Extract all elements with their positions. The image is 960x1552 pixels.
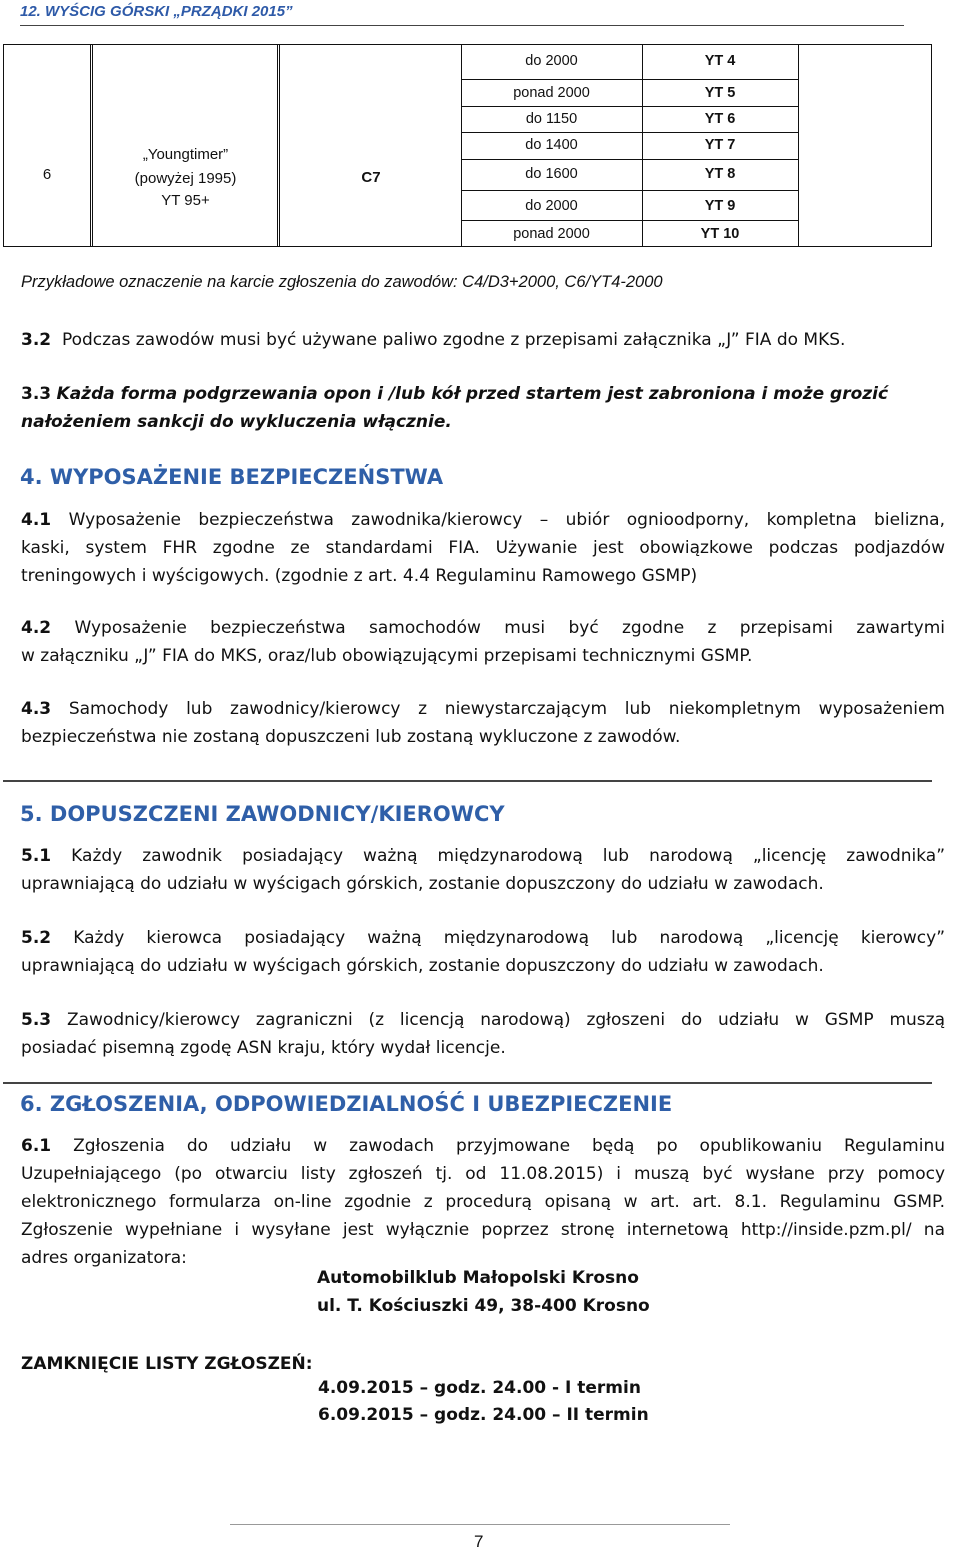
class-table xyxy=(3,44,932,247)
table-cell-group-period: (powyżej 1995) xyxy=(134,170,237,187)
paragraph-5-2 xyxy=(21,924,945,980)
table-divider xyxy=(277,45,280,246)
table-cell-group-name: „Youngtimer” xyxy=(142,146,229,163)
header-title: 12. WYŚCIG GÓRSKI „PRZĄDKI 2015” xyxy=(20,3,293,20)
paragraph-text: Uzupełniającego (po otwarciu listy zgłoszeń tj. od 11.08.2015) i muszą być wysłane przy pomocy xyxy=(21,1164,945,1184)
row-divider xyxy=(461,132,798,133)
paragraph-3-3 xyxy=(21,380,945,436)
paragraph-text: posiadać pisemną zgodę ASN kraju, który wydał licencje. xyxy=(21,1038,506,1058)
table-cell-class: YT 10 xyxy=(700,226,740,242)
paragraph-text: Każdy zawodnik posiadający ważną międzynarodową lub narodową „licencję zawodnika” xyxy=(71,846,946,866)
section-divider xyxy=(3,780,932,782)
table-divider xyxy=(90,45,93,246)
paragraph-text: Wyposażenie bezpieczeństwa zawodnika/kierowcy – ubiór ognioodporny, kompletna bielizna, xyxy=(68,510,945,530)
paragraph-text: nałożeniem sankcji do wykluczenia włącznie. xyxy=(21,412,452,432)
table-cell-class: YT 5 xyxy=(704,85,736,101)
paragraph-6-1 xyxy=(21,1132,945,1272)
paragraph-text: kaski, system FHR zgodne ze standardami FIA. Używanie jest obowiązkowe podczas podjazdów xyxy=(21,538,945,558)
table-cell-capacity: ponad 2000 xyxy=(513,226,590,242)
paragraph-text: Zawodnicy/kierowcy zagraniczni (z licencją narodową) zgłoszeni do udziału w GSMP muszą xyxy=(66,1010,945,1030)
paragraph-text: Zgłoszenie wypełniane i wysyłane jest wyłącznie poprzez stronę internetową http://inside.pzm.pl/ na xyxy=(21,1220,945,1240)
table-cell-category: C7 xyxy=(361,169,381,186)
paragraph-text: treningowych i wyścigowych. (zgodnie z art. 4.4 Regulaminu Ramowego GSMP) xyxy=(21,566,698,586)
paragraph-number: 4.2 xyxy=(21,618,52,638)
table-cell-capacity: do 1150 xyxy=(525,111,578,127)
paragraph-text: w załączniku „J” FIA do MKS, oraz/lub obowiązującymi przepisami technicznymi GSMP. xyxy=(21,646,753,666)
paragraph-text: uprawniającą do udziału w wyścigach górskich, zostanie dopuszczony do udziału w zawodach. xyxy=(21,874,824,894)
paragraph-4-2 xyxy=(21,614,945,670)
footer-divider xyxy=(230,1524,730,1525)
table-cell-capacity: do 2000 xyxy=(525,53,578,69)
table-cell-class: YT 7 xyxy=(704,137,736,153)
table-cell-capacity: ponad 2000 xyxy=(513,85,590,101)
row-divider xyxy=(461,159,798,160)
row-divider xyxy=(461,79,798,80)
section-4-heading: 4. WYPOSAŻENIE BEZPIECZEŃSTWA xyxy=(20,465,444,489)
paragraph-text: Każda forma podgrzewania opon i /lub kół przed startem jest zabroniona i może grozić xyxy=(56,384,889,404)
paragraph-number: 3.3 xyxy=(21,384,52,404)
table-cell-capacity: do 2000 xyxy=(525,198,578,214)
example-designation: Przykładowe oznaczenie na karcie zgłoszenia do zawodów: C4/D3+2000, C6/YT4-2000 xyxy=(21,273,663,291)
paragraph-number: 3.2 xyxy=(21,330,52,350)
closing-title: ZAMKNIĘCIE LISTY ZGŁOSZEŃ: xyxy=(21,1354,313,1374)
page-header xyxy=(20,0,904,26)
paragraph-text: bezpieczeństwa nie zostaną dopuszczeni lub zostaną wykluczone z zawodów. xyxy=(21,727,681,747)
organizer-name: Automobilklub Małopolski Krosno xyxy=(317,1268,639,1288)
paragraph-4-1 xyxy=(21,506,945,590)
table-cell-lp: 6 xyxy=(42,166,52,183)
paragraph-text: Podczas zawodów musi być używane paliwo zgodne z przepisami załącznika „J” FIA do MKS. xyxy=(61,330,846,350)
paragraph-text: elektronicznego formularza on-line zgodnie z procedurą opisaną w art. art. 8.1. Regulaminu GSMP. xyxy=(21,1192,945,1212)
paragraph-text: uprawniającą do udziału w wyścigach górskich, zostanie dopuszczony do udziału w zawodach. xyxy=(21,956,824,976)
closing-term-1: 4.09.2015 – godz. 24.00 - I termin xyxy=(318,1378,641,1398)
table-cell-group-code: YT 95+ xyxy=(161,192,210,209)
table-cell-capacity: do 1400 xyxy=(525,137,578,153)
paragraph-4-3 xyxy=(21,695,945,751)
paragraph-number: 5.3 xyxy=(21,1010,52,1030)
organizer-address: ul. T. Kościuszki 49, 38-400 Krosno xyxy=(317,1296,650,1316)
section-5-heading: 5. DOPUSZCZENI ZAWODNICY/KIEROWCY xyxy=(20,802,505,826)
table-cell-class: YT 8 xyxy=(704,166,736,182)
table-cell-class: YT 4 xyxy=(704,53,736,69)
table-cell-class: YT 9 xyxy=(704,198,736,214)
closing-term-2: 6.09.2015 – godz. 24.00 – II termin xyxy=(318,1405,649,1425)
row-divider xyxy=(461,106,798,107)
paragraph-text: Każdy kierowca posiadający ważną międzynarodową lub narodową „licencję kierowcy” xyxy=(73,928,945,948)
paragraph-number: 4.1 xyxy=(21,510,52,530)
paragraph-text: Zgłoszenia do udziału w zawodach przyjmowane będą po opublikowaniu Regulaminu xyxy=(73,1136,945,1156)
paragraph-number: 4.3 xyxy=(21,699,52,719)
table-cell-class: YT 6 xyxy=(704,111,736,127)
page-number: 7 xyxy=(474,1532,484,1551)
row-divider xyxy=(461,190,798,191)
table-cell-capacity: do 1600 xyxy=(525,166,578,182)
paragraph-text: adres organizatora: xyxy=(21,1248,187,1268)
paragraph-5-3 xyxy=(21,1006,945,1062)
paragraph-3-2 xyxy=(21,326,945,354)
paragraph-number: 6.1 xyxy=(21,1136,52,1156)
paragraph-number: 5.2 xyxy=(21,928,52,948)
paragraph-text: Samochody lub zawodnicy/kierowcy z niewystarczającym lub niekompletnym wyposażeniem xyxy=(68,699,945,719)
row-divider xyxy=(461,220,798,221)
section-divider xyxy=(3,1082,932,1084)
paragraph-text: Wyposażenie bezpieczeństwa samochodów musi być zgodne z przepisami zawartymi xyxy=(74,618,945,638)
table-divider xyxy=(798,45,799,246)
section-6-heading: 6. ZGŁOSZENIA, ODPOWIEDZIALNOŚĆ I UBEZPIECZENIE xyxy=(20,1092,673,1116)
paragraph-number: 5.1 xyxy=(21,846,52,866)
paragraph-5-1 xyxy=(21,842,945,898)
